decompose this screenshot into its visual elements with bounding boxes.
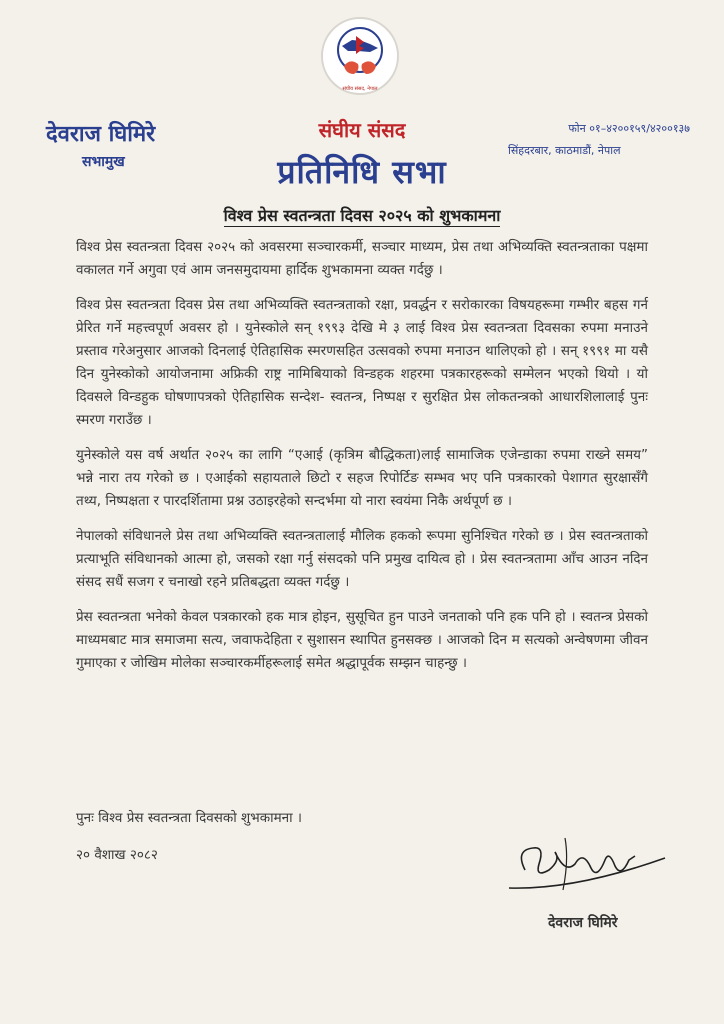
paragraph: नेपालको संविधानले प्रेस तथा अभिव्यक्ति स्वतन्त्रतालाई मौलिक हकको रूपमा सुनिश्चित गरेको छ । प्रेस स्वतन्त्रताको प्रत्याभूति संविधानको आत्मा हो, जसको रक्षा गर्नु संसदको पनि प्रमुख दायित्व हो । प्रेस स्वतन्त्रतामा आँच आउन नदिन संसद सधैं सजग र चनाखो रहने प्रतिबद्धता व्यक्त गर्दछु । [76,528,648,590]
letter-heading [0,204,724,226]
emblem-caption: संघीय संसद, नेपाल [342,86,378,92]
paragraph: विश्व प्रेस स्वतन्त्रता दिवस प्रेस तथा अभिव्यक्ति स्वतन्त्रताको रक्षा, प्रवर्द्धन र सरोकारका विषयहरूमा गम्भीर बहस गर्न प्रेरित गर्ने महत्त्वपूर्ण अवसर हो । युनेस्कोले सन् १९९३ देखि मे ३ लाई विश्व प्रेस स्वतन्त्रता दिवसका रुपमा मनाउने प्रस्ताव गरेअनुसार आजको दिनलाई ऐतिहासिक स्मरणसहित उत्सवको रुपमा मनाउन थालिएको हो । सन् १९९१ मा यसै दिन युनेस्कोको आयोजनामा अफ्रिकी राष्ट्र नामिबियाको विन्डहक शहरमा पत्रकारहरूको सम्मेलन भएको थियो । यो दिवसले विन्डहुक घोषणापत्रको ऐतिहासिक सन्देश- स्वतन्त्र, निष्पक्ष र सुरक्षित प्रेस लोकतन्त्रको आधारशिलालाई पुनः स्मरण गराउँछ । [76,297,648,428]
phone-number: फोन ०१–४२००१५९/४२००१३७ [568,122,690,135]
speaker-title: सभामुख [82,154,125,170]
paragraph: प्रेस स्वतन्त्रता भनेको केवल पत्रकारको हक मात्र होइन, सुसूचित हुन पाउने जनताको पनि हक पनि हो । स्वतन्त्र प्रेसको माध्यमबाट मात्र समाजमा सत्य, जवाफदेहिता र सुशासन स्थापित हुनसक्छ । आजको दिन म सत्यको अन्वेषणमा जीवन गुमाएका र जोखिम मोलेका सञ्चारकर्मीहरूलाई समेत श्रद्धापूर्वक सम्झन चाहन्छु । [76,609,648,671]
office-address: सिंहदरबार, काठमाडौं, नेपाल [508,144,621,157]
letter-body [76,236,648,687]
paragraph: युनेस्कोले यस वर्ष अर्थात २०२५ का लागि “एआई (कृत्रिम बौद्धिकता)लाई सामाजिक एजेन्डाका रुपमा राख्ने समय” भन्ने नारा तय गरेको छ । एआईको सहायताले छिटो र सहज रिपोर्टिङ सम्भव भए पनि पत्रकारको पेशागत सुरक्षासँगै तथ्य, निष्पक्षता र पारदर्शितामा प्रश्न उठाइरहेको सन्दर्भमा यो नारा स्वयंमा निकै अर्थपूर्ण छ । [76,447,648,509]
paragraph: विश्व प्रेस स्वतन्त्रता दिवस २०२५ को अवसरमा सञ्चारकर्मी, सञ्चार माध्यम, प्रेस तथा अभिव्यक्ति स्वतन्त्रताका पक्षमा वकालत गर्ने अगुवा एवं आम जनसमुदायमा हार्दिक शुभकामना व्यक्त गर्दछु । [76,239,648,278]
closing-line: पुनः विश्व प्रेस स्वतन्त्रता दिवसको शुभकामना । [76,810,303,826]
letter-date: २० वैशाख २०८२ [76,847,158,863]
speaker-name: देवराज घिमिरे [46,122,156,147]
house-title: प्रतिनिधि सभा [277,153,447,191]
parliament-subtitle: संघीय संसद [318,118,406,142]
letter-heading-text: विश्व प्रेस स्वतन्त्रता दिवस २०२५ को शुभकामना [223,206,501,225]
signatory-name: देवराज घिमिरे [548,915,618,931]
handwritten-signature-icon [505,830,675,910]
